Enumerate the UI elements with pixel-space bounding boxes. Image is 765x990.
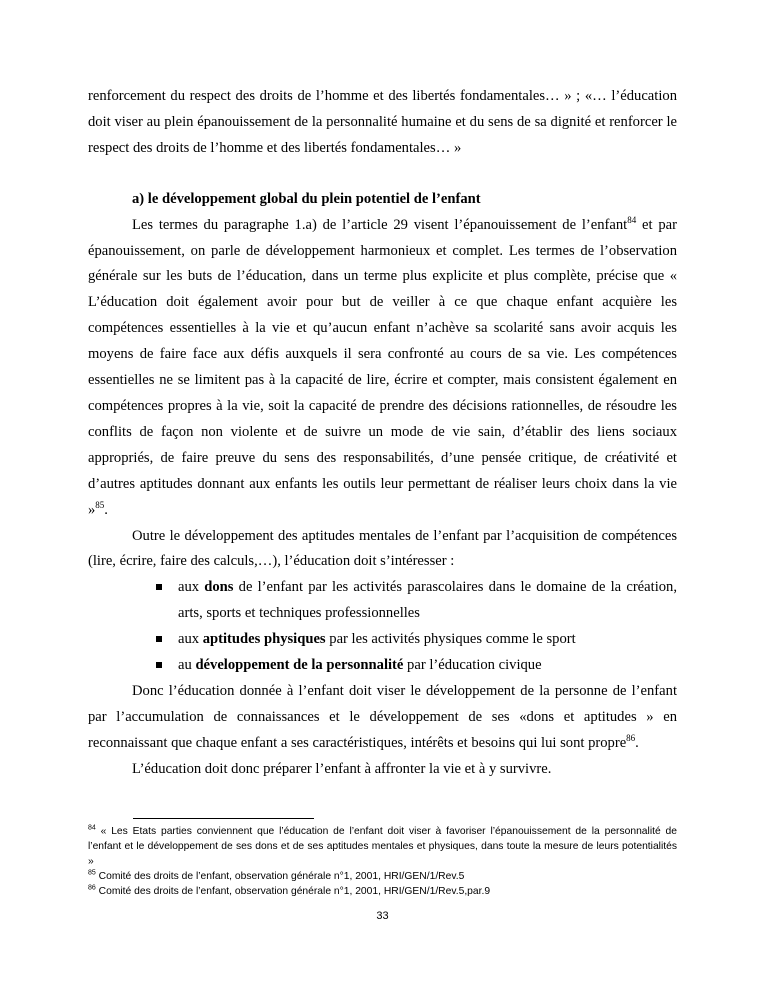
- list-item-bold: aptitudes physiques: [202, 631, 326, 648]
- footnote-86: [88, 885, 677, 900]
- body-text: [88, 84, 677, 783]
- footnote-ref-86[interactable]: 86: [626, 732, 636, 743]
- intro-paragraph: renforcement du respect des droits de l’homme et des libertés fondamentales… » ; «… l’éducation doit viser au plein épanouissement de la personnalité humaine et du sens de sa dignité et renforcer le respect des droits de l’homme et des libertés fondamentales… »: [88, 88, 677, 156]
- paragraph-1-end: .: [104, 501, 108, 518]
- footnote-number: 84: [88, 824, 96, 832]
- footnote-text: « Les Etats parties conviennent que l’éducation de l’enfant doit viser à favoriser l’épanouissement de la personnalité de l’enfant et le développement de ses dons et de ses aptitudes mentales et physiques, dans toute la mesure de leurs potentialités »: [88, 826, 677, 867]
- list-item-post: par l’éducation civique: [403, 657, 542, 674]
- list-item: [156, 653, 677, 679]
- footnote-number: 86: [88, 884, 96, 892]
- list-item-pre: aux: [178, 631, 203, 648]
- paragraph-3-text: Donc l’éducation donnée à l’enfant doit viser le développement de la personne de l’enfant par l’accumulation de connaissances et le développement de ses «dons et aptitudes » en reconnaissant que chaque enfant a ses caractéristiques, intérêts et besoins qui lui sont propre: [88, 682, 677, 751]
- square-bullet-icon: [156, 584, 162, 590]
- paragraph-1: [88, 213, 677, 524]
- list-item-post: de l’enfant par les activités parascolaires dans le domaine de la création, arts, sports et techniques professionnelles: [178, 579, 677, 622]
- list-item-pre: aux: [178, 579, 205, 596]
- footnote-number: 85: [88, 869, 96, 877]
- list-item-pre: au: [178, 657, 196, 674]
- footnote-85: [88, 870, 677, 885]
- footnote-text: Comité des droits de l’enfant, observation générale n°1, 2001, HRI/GEN/1/Rev.5: [95, 870, 465, 882]
- paragraph-3: [88, 679, 677, 757]
- list-item: [156, 575, 677, 627]
- list-item-bold: développement de la personnalité: [195, 657, 404, 674]
- paragraph-1-text-a: Les termes du paragraphe 1.a) de l’article 29 visent l’épanouissement de l’enfant: [132, 216, 628, 233]
- footnote-84: [88, 825, 677, 870]
- paragraph-2: Outre le développement des aptitudes mentales de l’enfant par l’acquisition de compétences (lire, écrire, faire des calculs,…), l’éducation doit s’intéresser :: [88, 527, 677, 570]
- list-item-post: par les activités physiques comme le sport: [325, 631, 576, 648]
- square-bullet-icon: [156, 662, 162, 668]
- list-item: [156, 627, 677, 653]
- section-heading: a) le développement global du plein potentiel de l’enfant: [132, 190, 481, 207]
- paragraph-4: L’éducation doit donc préparer l’enfant à affronter la vie et à y survivre.: [132, 760, 552, 777]
- square-bullet-icon: [156, 636, 162, 642]
- paragraph-1-text-b: et par épanouissement, on parle de développement harmonieux et complet. Les termes de l’observation générale sur les buts de l’éducation, dans un terme plus explicite et plus complète, précise que « L’éducation doit également avoir pour but de veiller à ce que chaque enfant acquière les compétences essentielles à la vie et qu’aucun enfant n’achève sa scolarité sans avoir acquis les moyens de faire face aux défis auxquels il sera confronté au cours de sa vie. Les compétences essentielles ne se limitent pas à la capacité de lire, écrire et compter, mais consistent également en compétences propres à la vie, soit la capacité de prendre des décisions rationnelles, de résoudre les conflits de façon non violente et de suivre un mode de vie sain, d’établir des liens sociaux appropriés, de faire preuve du sens des responsabilités, d’une pensée critique, de créativité et d’autres aptitudes donnant aux enfants les outils leur permettant de réaliser leurs choix dans la vie »: [88, 216, 677, 518]
- paragraph-3-end: .: [635, 734, 639, 751]
- page-number: 33: [376, 910, 389, 922]
- footnote-separator: [133, 818, 314, 819]
- footnote-ref-85[interactable]: 85: [95, 499, 105, 510]
- bullet-list: [88, 575, 677, 679]
- footnote-text: Comité des droits de l’enfant, observation générale n°1, 2001, HRI/GEN/1/Rev.5,par.9: [95, 885, 491, 897]
- footnotes: [88, 825, 677, 900]
- list-item-bold: dons: [204, 579, 234, 596]
- footnote-ref-84[interactable]: 84: [627, 214, 637, 225]
